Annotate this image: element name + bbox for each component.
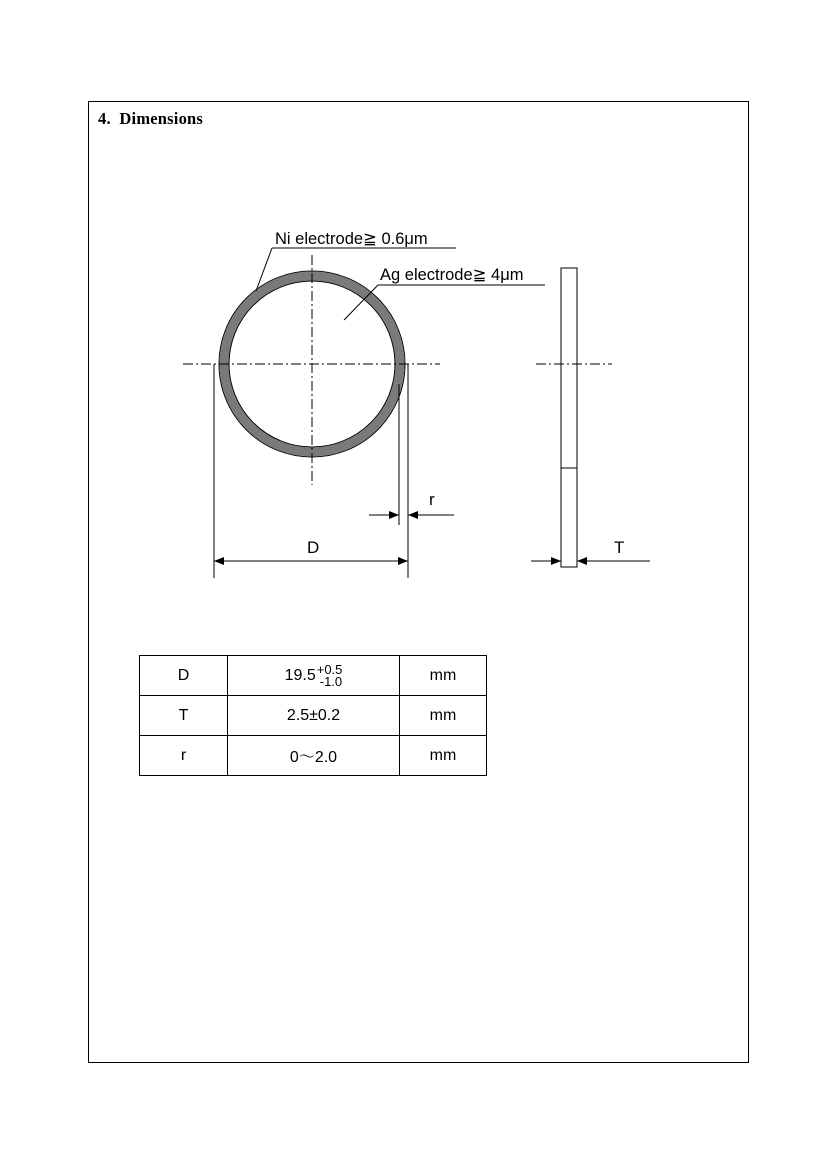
ni-electrode-label: Ni electrode≧ 0.6μm xyxy=(275,230,428,248)
symbol-cell: r xyxy=(140,736,228,776)
table-row xyxy=(140,736,487,776)
value-cell xyxy=(228,656,400,696)
table-row xyxy=(140,696,487,736)
dimension-d-label: D xyxy=(307,538,320,557)
value-cell: 0〜2.0 xyxy=(228,736,400,776)
tolerance-plus: +0.5 xyxy=(316,661,343,677)
section-title: 4. Dimensions xyxy=(98,109,204,128)
unit-cell: mm xyxy=(400,736,487,776)
side-view-body xyxy=(561,268,577,567)
ag-electrode-label: Ag electrode≧ 4μm xyxy=(380,266,524,284)
dimension-r-label: r xyxy=(429,490,435,509)
dimension-t-label: T xyxy=(614,538,625,557)
disk-side-view xyxy=(561,268,577,567)
table-row xyxy=(140,656,487,696)
unit-cell: mm xyxy=(400,696,487,736)
tolerance xyxy=(316,661,343,689)
dimensions-table xyxy=(139,655,487,776)
value-cell: 2.5±0.2 xyxy=(228,696,400,736)
symbol-cell: D xyxy=(140,656,228,696)
value-nominal: 19.5 xyxy=(284,666,316,684)
symbol-cell: T xyxy=(140,696,228,736)
unit-cell: mm xyxy=(400,656,487,696)
tolerance-minus: -1.0 xyxy=(319,673,343,689)
